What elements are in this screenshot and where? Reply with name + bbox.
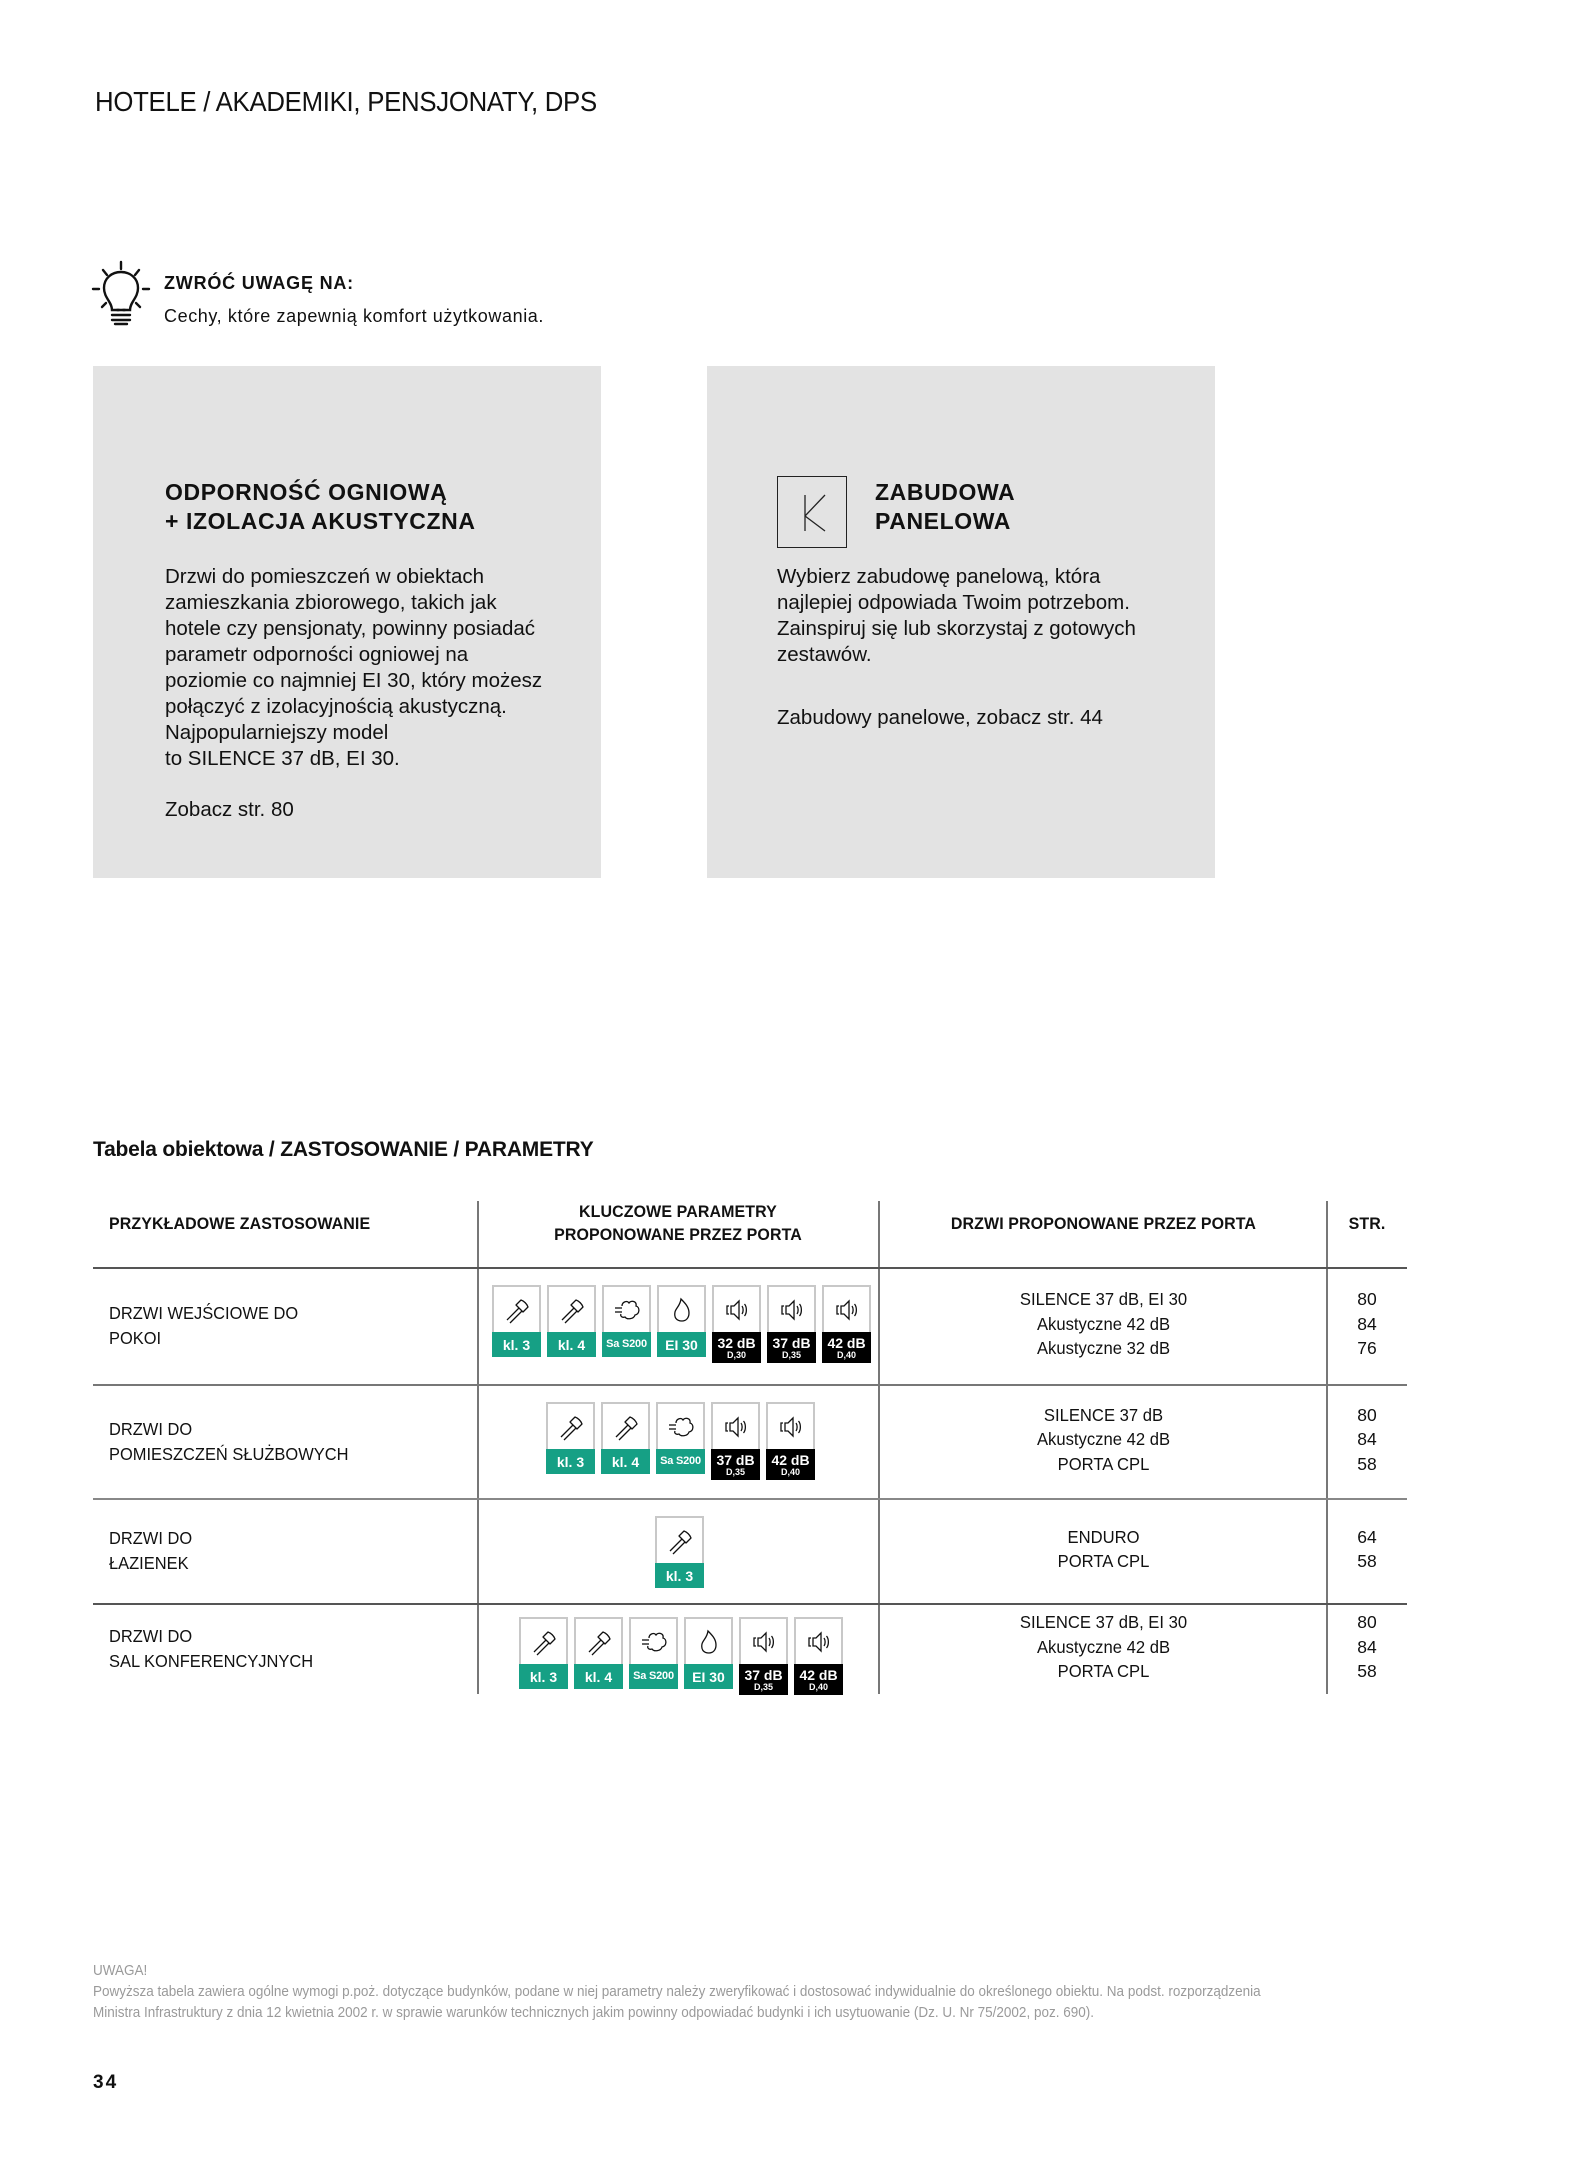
badge-value: kl. 3: [556, 1453, 585, 1470]
parameter-badge: [601, 1402, 650, 1480]
header-params-line: PROPONOWANE PRZEZ PORTA: [554, 1225, 802, 1244]
parameter-badges: [546, 1402, 815, 1480]
parameter-badge: [655, 1516, 704, 1588]
badge-value: 42 dB: [827, 1334, 866, 1351]
parameter-badge: [492, 1285, 541, 1363]
door-model: PORTA CPL: [1057, 1551, 1150, 1571]
hammer-icon: [546, 1402, 595, 1449]
cell-doors: [891, 1287, 1316, 1361]
cell-doors: [891, 1525, 1316, 1574]
parameter-badge: [684, 1617, 733, 1695]
badge-label: [656, 1449, 705, 1474]
cell-use-line: DRZWI WEJŚCIOWE DO: [109, 1303, 299, 1323]
page-reference[interactable]: 58: [1357, 1551, 1377, 1571]
badge-label: [546, 1449, 595, 1474]
badge-label: [684, 1664, 733, 1689]
door-model: PORTA CPL: [1057, 1453, 1150, 1474]
badge-label: [602, 1332, 651, 1357]
door-model: Akustyczne 32 dB: [1036, 1338, 1171, 1359]
badge-value: kl. 3: [529, 1668, 558, 1685]
badge-value: kl. 4: [611, 1453, 640, 1470]
page-reference[interactable]: 80: [1357, 1289, 1377, 1310]
cell-pages: [1327, 1287, 1407, 1361]
speaker-icon: [739, 1617, 788, 1664]
card-title: [875, 478, 1015, 536]
badge-subvalue: D,35: [753, 1681, 773, 1692]
parameter-badges: [492, 1285, 871, 1363]
row-divider: [93, 1267, 1407, 1269]
smoke-icon: [656, 1402, 705, 1449]
cell-doors: [891, 1403, 1316, 1477]
parameter-badge: [712, 1285, 761, 1363]
tip-text: Cechy, które zapewnią komfort użytkowania.: [164, 306, 545, 326]
parameter-badges: [655, 1516, 704, 1588]
page-reference[interactable]: 80: [1357, 1612, 1377, 1633]
badge-value: kl. 3: [502, 1336, 531, 1353]
header-params-line: KLUCZOWE PARAMETRY: [579, 1202, 777, 1221]
badge-label: [574, 1664, 623, 1689]
parameter-badge: [574, 1617, 623, 1695]
hammer-icon: [547, 1285, 596, 1332]
badge-label: [712, 1332, 761, 1363]
header-params: [490, 1200, 866, 1246]
badge-value: EI 30: [665, 1336, 698, 1353]
card-title-line: PANELOWA: [875, 508, 1011, 534]
flame-icon: [657, 1285, 706, 1332]
cell-use-line: ŁAZIENEK: [109, 1553, 189, 1573]
parameter-badge: [711, 1402, 760, 1480]
badge-label: [629, 1664, 678, 1689]
door-model: Akustyczne 42 dB: [1036, 1429, 1171, 1450]
row-divider: [93, 1384, 1407, 1386]
parameter-badge: [657, 1285, 706, 1363]
header-doors: DRZWI PROPONOWANE PRZEZ PORTA: [950, 1214, 1257, 1233]
smoke-icon: [629, 1617, 678, 1664]
card-body: Drzwi do pomieszczeń w obiektach zamieszkania zbiorowego, takich jak hotele czy pensjonaty, powinny posiadać parametr odporności ogniowej na poziomie co najmniej EI 30, który możesz połączyć z izolacyjnością akustyczną. Najpopularniejszy model to SILENCE 37 dB, EI 30.: [165, 565, 543, 770]
badge-subvalue: D,35: [725, 1466, 745, 1477]
panel-k-icon: [777, 476, 847, 548]
badge-subvalue: D,35: [781, 1349, 801, 1360]
cell-doors: [891, 1610, 1316, 1684]
cell-use: [109, 1417, 348, 1467]
badge-label: [767, 1332, 816, 1363]
badge-label: [657, 1332, 706, 1357]
page-number: 34: [93, 2072, 119, 2093]
page-reference[interactable]: 84: [1357, 1636, 1377, 1657]
cell-pages: [1327, 1610, 1407, 1684]
parameter-badge: [546, 1402, 595, 1480]
cell-use: [109, 1301, 298, 1351]
badge-subvalue: D,40: [808, 1681, 828, 1692]
parameter-badge: [739, 1617, 788, 1695]
badge-label: [822, 1332, 871, 1363]
door-model: SILENCE 37 dB, EI 30: [1019, 1612, 1188, 1633]
cell-use-line: POMIESZCZEŃ SŁUŻBOWYCH: [109, 1443, 349, 1464]
card-title: [165, 478, 476, 536]
header-use: PRZYKŁADOWE ZASTOSOWANIE: [109, 1214, 371, 1233]
badge-subvalue: D,40: [780, 1466, 800, 1477]
badge-value: Sa S200: [606, 1338, 647, 1350]
badge-value: Sa S200: [633, 1670, 674, 1682]
cell-use: [109, 1526, 192, 1576]
parameter-badge: [547, 1285, 596, 1363]
badge-value: Sa S200: [660, 1455, 701, 1467]
badge-value: 32 dB: [717, 1334, 756, 1351]
tip-heading: ZWRÓĆ UWAGĘ NA:: [164, 273, 354, 293]
badge-label: [519, 1664, 568, 1689]
cell-use-line: SAL KONFERENCYJNYCH: [109, 1651, 314, 1671]
note-text: Powyższa tabela zawiera ogólne wymogi p.poż. dotyczące budynków, podane w niej parametry należy zweryfikować i dostosować indywidualnie do określonego obiektu. Na podst. rozporządzenia Ministra Infrastruktury z dnia 12 kwietnia 2002 r. w sprawie warunków technicznych jakim powinny odpowiadać budynki i ich usytuowanie (Dz. U. Nr 75/2002, poz. 690).: [93, 1983, 1261, 2021]
badge-label: [547, 1332, 596, 1357]
cell-use-line: DRZWI DO: [109, 1626, 193, 1646]
card-page-link[interactable]: Zabudowy panelowe, zobacz str. 44: [777, 706, 1103, 729]
parameter-badge: [767, 1285, 816, 1363]
lightbulb-icon: [90, 260, 152, 330]
card-title-line: + IZOLACJA AKUSTYCZNA: [165, 508, 476, 534]
parameter-badge: [629, 1617, 678, 1695]
badge-value: 37 dB: [744, 1666, 783, 1683]
speaker-icon: [712, 1285, 761, 1332]
badge-label: [601, 1449, 650, 1474]
parameter-badge: [602, 1285, 651, 1363]
badge-label: [794, 1664, 843, 1695]
flame-icon: [684, 1617, 733, 1664]
speaker-icon: [822, 1285, 871, 1332]
door-model: PORTA CPL: [1057, 1661, 1150, 1682]
hammer-icon: [519, 1617, 568, 1664]
page-reference[interactable]: 76: [1357, 1338, 1377, 1359]
card-fire-acoustic: [93, 366, 601, 878]
row-divider: [93, 1498, 1407, 1500]
page-reference[interactable]: 58: [1357, 1453, 1377, 1474]
badge-value: kl. 4: [584, 1668, 613, 1685]
badge-label: [739, 1664, 788, 1695]
parameter-badge: [656, 1402, 705, 1480]
hammer-icon: [601, 1402, 650, 1449]
page-reference[interactable]: 58: [1357, 1661, 1377, 1682]
door-model: Akustyczne 42 dB: [1036, 1636, 1171, 1657]
parameter-badge: [766, 1402, 815, 1480]
speaker-icon: [766, 1402, 815, 1449]
door-model: ENDURO: [1067, 1526, 1140, 1547]
cell-pages: [1327, 1525, 1407, 1574]
card-panel-building: [707, 366, 1215, 878]
hammer-icon: [574, 1617, 623, 1664]
card-title-line: ODPORNOŚĆ OGNIOWĄ: [165, 479, 448, 505]
cell-use: [109, 1624, 313, 1674]
parameter-badge: [822, 1285, 871, 1363]
badge-label: [711, 1449, 760, 1480]
badge-subvalue: D,40: [836, 1349, 856, 1360]
k-letter-icon: [778, 477, 845, 546]
column-divider: [477, 1201, 479, 1694]
row-divider: [93, 1603, 1407, 1605]
door-model: SILENCE 37 dB: [1043, 1404, 1164, 1425]
cell-use-line: POKOI: [109, 1328, 162, 1348]
page-reference[interactable]: 64: [1357, 1526, 1377, 1547]
badge-value: EI 30: [692, 1668, 725, 1685]
badge-value: 37 dB: [716, 1451, 755, 1468]
speaker-icon: [711, 1402, 760, 1449]
door-model: Akustyczne 42 dB: [1036, 1313, 1171, 1334]
card-page-link[interactable]: Zobacz str. 80: [165, 798, 294, 821]
card-title-line: ZABUDOWA: [875, 479, 1016, 505]
speaker-icon: [767, 1285, 816, 1332]
smoke-icon: [602, 1285, 651, 1332]
header-page: STR.: [1348, 1214, 1386, 1233]
page-reference[interactable]: 84: [1357, 1313, 1377, 1334]
badge-label: [766, 1449, 815, 1480]
badge-value: 42 dB: [771, 1451, 810, 1468]
page-reference[interactable]: 80: [1357, 1404, 1377, 1425]
cell-use-line: DRZWI DO: [109, 1528, 193, 1548]
page-title: HOTELE / AKADEMIKI, PENSJONATY, DPS: [95, 86, 597, 117]
badge-subvalue: D,30: [726, 1349, 746, 1360]
badge-label: [492, 1332, 541, 1357]
door-model: SILENCE 37 dB, EI 30: [1019, 1289, 1188, 1310]
badge-value: 37 dB: [772, 1334, 811, 1351]
hammer-icon: [492, 1285, 541, 1332]
parameter-badge: [794, 1617, 843, 1695]
badge-value: kl. 4: [557, 1336, 586, 1353]
note-heading: UWAGA!: [93, 1962, 148, 1979]
badge-value: 42 dB: [799, 1666, 838, 1683]
cell-use-line: DRZWI DO: [109, 1418, 193, 1439]
page-reference[interactable]: 84: [1357, 1429, 1377, 1450]
card-body: Wybierz zabudowę panelową, która najlepiej odpowiada Twoim potrzebom. Zainspiruj się lub skorzystaj z gotowych zestawów.: [777, 565, 1136, 666]
badge-label: [655, 1563, 704, 1588]
table-title: Tabela obiektowa / ZASTOSOWANIE / PARAMETRY: [93, 1138, 594, 1161]
parameter-badge: [519, 1617, 568, 1695]
column-divider: [878, 1201, 880, 1694]
speaker-icon: [794, 1617, 843, 1664]
cell-pages: [1327, 1403, 1407, 1477]
badge-value: kl. 3: [665, 1567, 694, 1584]
hammer-icon: [655, 1516, 704, 1563]
parameter-badges: [519, 1617, 843, 1695]
